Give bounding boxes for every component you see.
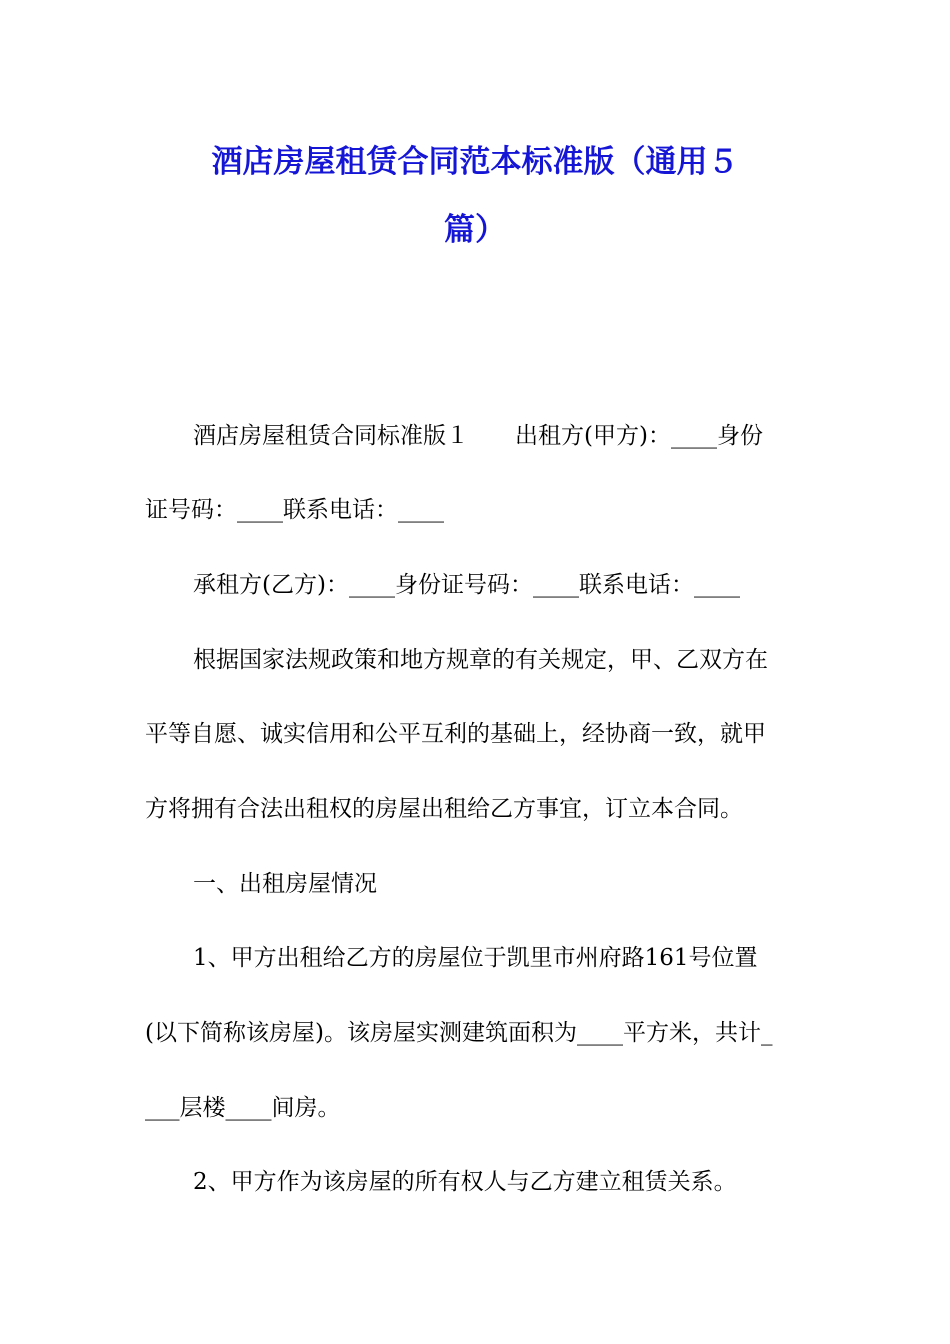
document-title: 酒店房屋租赁合同范本标准版（通用５ bbox=[211, 144, 739, 180]
paragraph-line: 2、甲方作为该房屋的所有权人与乙方建立租赁关系。 bbox=[193, 1169, 737, 1195]
paragraph-line: 1、甲方出租给乙方的房屋位于凯里市州府路161号位置 bbox=[193, 945, 758, 971]
paragraph-line: 证号码：____联系电话：____ bbox=[145, 497, 444, 523]
section-heading: 一、出租房屋情况 bbox=[193, 871, 377, 897]
paragraph-line: 平等自愿、诚实信用和公平互利的基础上，经协商一致，就甲 bbox=[145, 721, 766, 747]
paragraph-line: (以下简称该房屋)。该房屋实测建筑面积为____平方米，共计_ bbox=[145, 1020, 773, 1046]
document-title-continued: 篇） bbox=[444, 212, 506, 248]
paragraph-line: 方将拥有合法出租权的房屋出租给乙方事宜，订立本合同。 bbox=[145, 796, 743, 822]
paragraph-line: ___层楼____间房。 bbox=[145, 1095, 341, 1121]
paragraph-line: 根据国家法规政策和地方规章的有关规定，甲、乙双方在 bbox=[193, 647, 768, 673]
paragraph-line: 酒店房屋租赁合同标准版１ 出租方(甲方)：____身份 bbox=[193, 423, 763, 449]
paragraph-line: 承租方(乙方)：____身份证号码：____联系电话：____ bbox=[193, 572, 740, 598]
